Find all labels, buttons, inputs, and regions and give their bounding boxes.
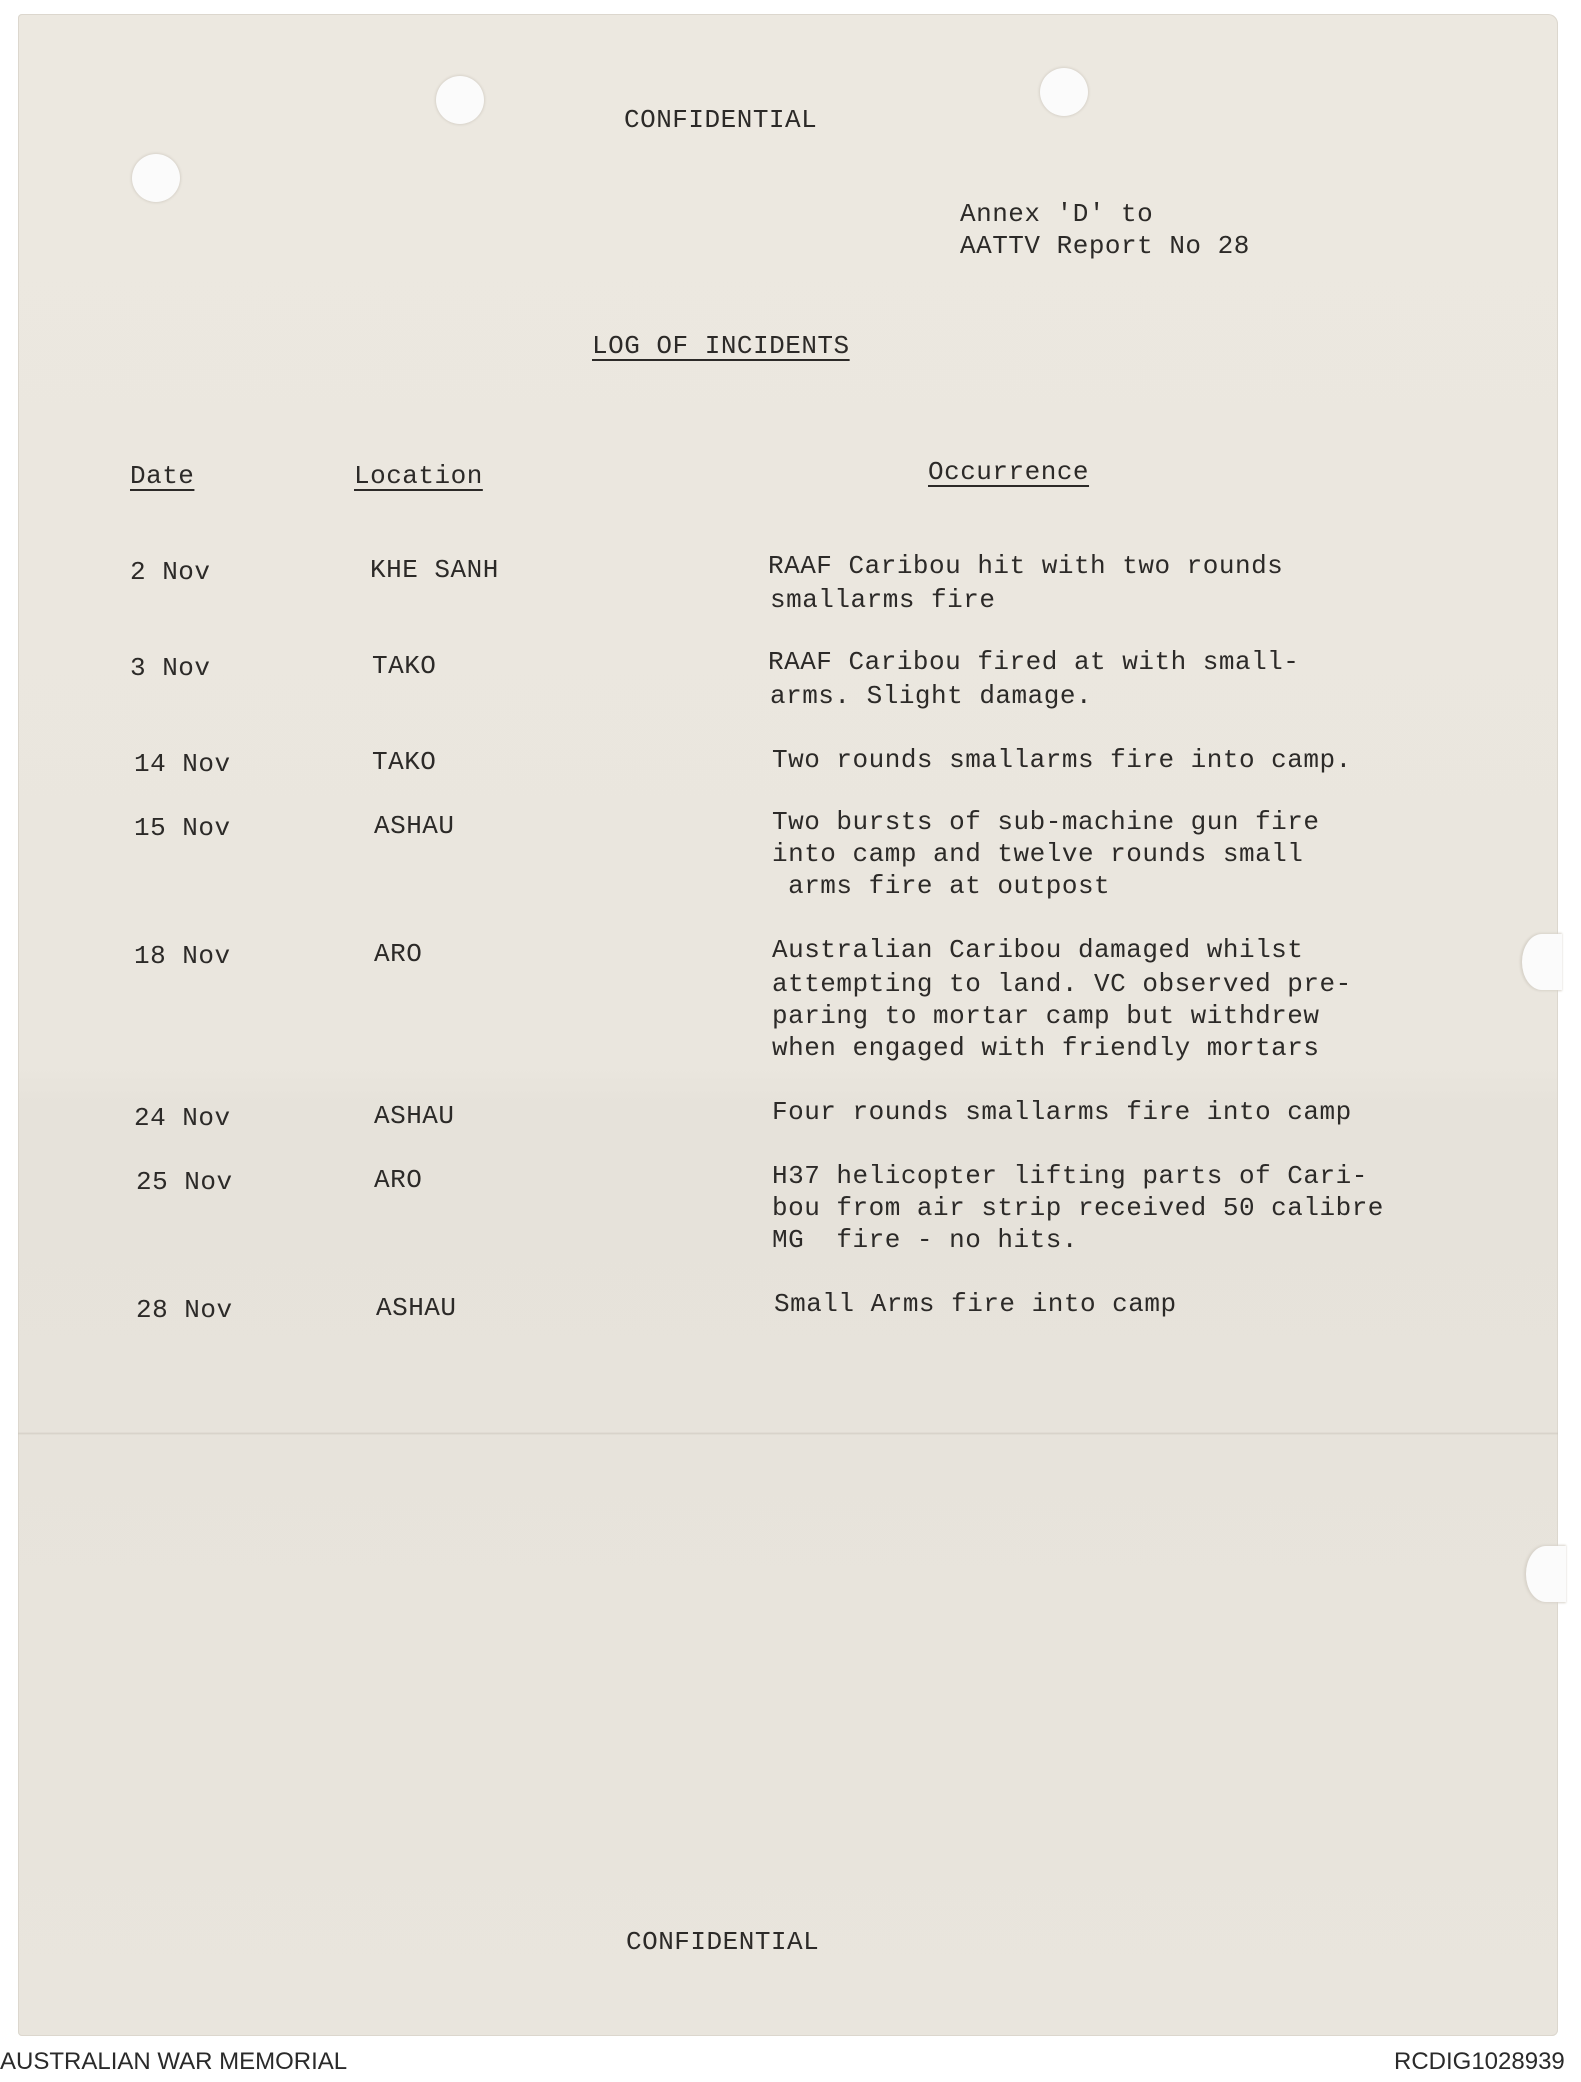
incident-occurrence-line: attempting to land. VC observed pre-	[772, 969, 1352, 999]
header-occurrence: Occurrence	[928, 457, 1090, 487]
incident-occurrence-line: Four rounds smallarms fire into camp	[772, 1097, 1352, 1127]
incident-occurrence-line: Small Arms fire into camp	[774, 1289, 1177, 1319]
incident-occurrence-line: paring to mortar camp but withdrew	[772, 1001, 1320, 1031]
archive-credit: AUSTRALIAN WAR MEMORIAL	[0, 2048, 348, 2075]
incident-date: 28 Nov	[136, 1295, 233, 1325]
classification-bottom: CONFIDENTIAL	[626, 1927, 820, 1957]
incident-occurrence-line: Two bursts of sub-machine gun fire	[772, 807, 1320, 837]
incident-date: 24 Nov	[134, 1103, 231, 1133]
incident-occurrence-line: Australian Caribou damaged whilst	[772, 935, 1304, 965]
incident-occurrence-line: Two rounds smallarms fire into camp.	[772, 745, 1352, 775]
incident-date: 14 Nov	[134, 749, 231, 779]
incident-occurrence-line: arms fire at outpost	[772, 871, 1111, 901]
incident-occurrence-line: MG fire - no hits.	[772, 1225, 1078, 1255]
incident-date: 18 Nov	[134, 941, 231, 971]
incident-date: 2 Nov	[130, 557, 211, 587]
incident-occurrence-line: H37 helicopter lifting parts of Cari-	[772, 1161, 1368, 1191]
page-title: LOG OF INCIDENTS	[592, 331, 850, 361]
incident-location: ARO	[374, 939, 423, 969]
incident-date: 15 Nov	[134, 813, 231, 843]
classification-top: CONFIDENTIAL	[624, 105, 818, 135]
incident-location: ASHAU	[374, 811, 455, 841]
incident-occurrence-line: into camp and twelve rounds small	[772, 839, 1304, 869]
punch-hole	[132, 154, 180, 202]
incident-location: KHE SANH	[370, 555, 499, 585]
torn-binding-hole	[1522, 934, 1562, 990]
fold-line	[18, 1432, 1558, 1435]
incident-date: 3 Nov	[130, 653, 211, 683]
incident-occurrence-line: RAAF Caribou fired at with small-	[768, 647, 1300, 677]
incident-location: TAKO	[372, 651, 437, 681]
incident-date: 25 Nov	[136, 1167, 233, 1197]
punch-hole	[1040, 68, 1088, 116]
incident-occurrence-line: when engaged with friendly mortars	[772, 1033, 1320, 1063]
header-date: Date	[130, 461, 195, 491]
annex-reference-line1: Annex 'D' to	[960, 199, 1154, 229]
header-location: Location	[354, 461, 483, 491]
punch-hole	[436, 76, 484, 124]
archive-identifier: RCDIG1028939	[1394, 2048, 1565, 2075]
torn-binding-hole	[1526, 1546, 1566, 1602]
annex-reference-line2: AATTV Report No 28	[960, 231, 1250, 261]
incident-occurrence-line: bou from air strip received 50 calibre	[772, 1193, 1384, 1223]
incident-occurrence-line: smallarms fire	[770, 585, 996, 615]
incident-occurrence-line: RAAF Caribou hit with two rounds	[768, 551, 1284, 581]
incident-location: ASHAU	[374, 1101, 455, 1131]
incident-location: ASHAU	[376, 1293, 457, 1323]
incident-occurrence-line: arms. Slight damage.	[770, 681, 1093, 711]
incident-location: ARO	[374, 1165, 423, 1195]
incident-location: TAKO	[372, 747, 437, 777]
